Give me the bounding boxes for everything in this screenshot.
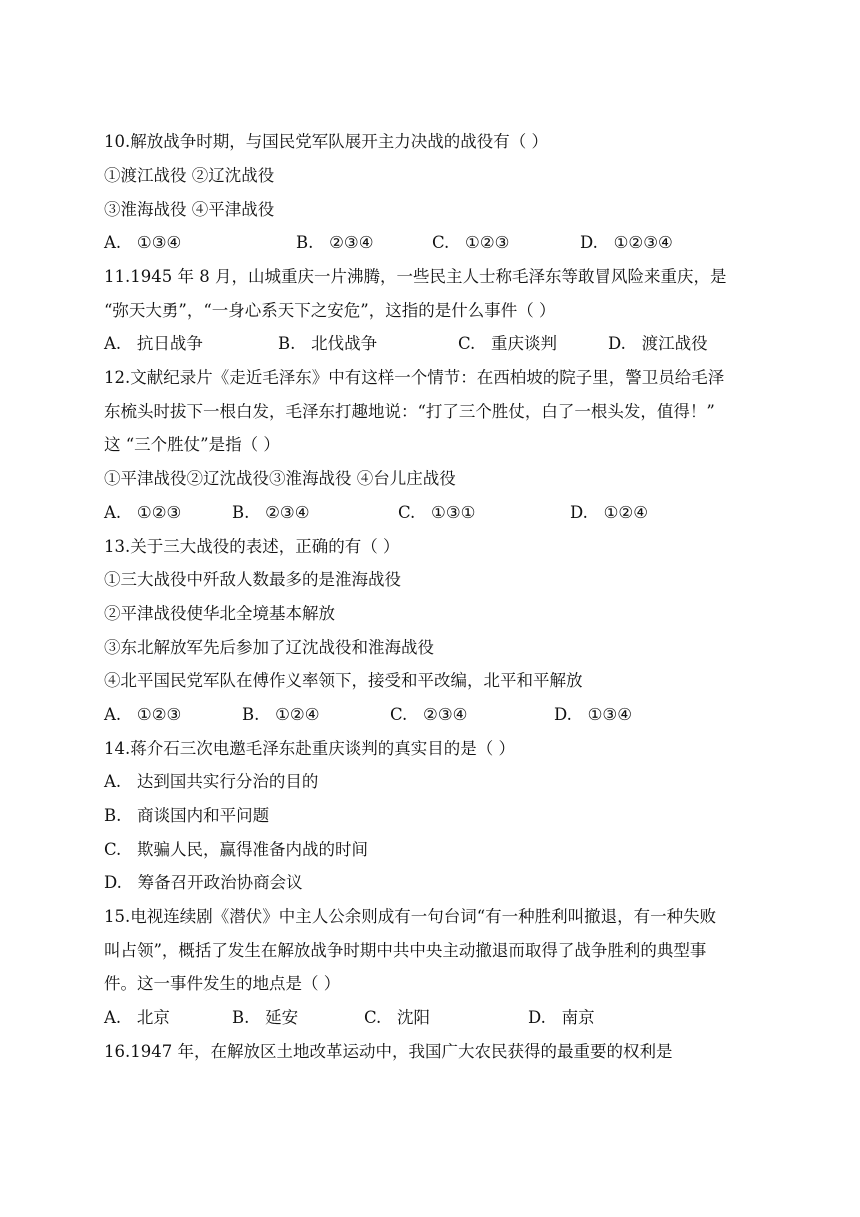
question-12-stem-line-3: 这 “三个胜仗”是指（ ）: [104, 435, 280, 454]
option-a-text: 达到国共实行分治的目的: [136, 772, 319, 791]
question-10-stem-line-1: 10.解放战争时期，与国民党军队展开主力决战的战役有（ ）: [104, 132, 548, 151]
option-b-letter: B.: [242, 705, 260, 724]
question-10-item-line-2: ③淮海战役 ④平津战役: [104, 200, 275, 219]
question-15-options: [104, 1003, 744, 1033]
option-d-letter: D.: [608, 334, 626, 353]
question-10-options: [104, 228, 744, 258]
option-b-text: 商谈国内和平问题: [137, 806, 270, 825]
option-d-letter: D.: [528, 1008, 546, 1027]
option-a-letter: A.: [104, 503, 122, 522]
option-a-text: ①②③: [136, 503, 182, 522]
question-13-item-line-4: ④北平国民党军队在傅作义率领下，接受和平改编，北平和平解放: [104, 671, 583, 690]
option-b-text: 延安: [265, 1008, 299, 1027]
option-c-letter: C.: [390, 705, 408, 724]
option-c-letter: C.: [104, 840, 122, 859]
question-14-stem-line-1: 14.蒋介石三次电邀毛泽东赴重庆谈判的真实目的是（ ）: [104, 739, 515, 758]
option-d-text: 筹备召开政治协商会议: [137, 873, 303, 892]
option-a-text: ①③④: [136, 233, 182, 252]
question-12-item-line-1: ①平津战役②辽沈战役③淮海战役 ④台儿庄战役: [104, 469, 456, 488]
option-a-letter: A.: [104, 705, 122, 724]
option-a-text: ①②③: [136, 705, 182, 724]
question-14-option-a: [104, 767, 318, 797]
option-d-letter: D.: [570, 503, 588, 522]
option-d-letter: D.: [104, 873, 122, 892]
option-b-letter: B.: [232, 503, 250, 522]
option-b-text: 北伐战争: [311, 334, 378, 353]
option-c-text: 欺骗人民，赢得准备内战的时间: [137, 840, 369, 859]
question-14-option-d: [104, 868, 303, 898]
question-15-stem-line-3: 件。这一事件发生的地点是（ ）: [104, 974, 341, 993]
option-d-text: ①②③④: [613, 233, 673, 252]
option-c-text: ①②③: [465, 233, 510, 252]
option-a-letter: A.: [104, 334, 122, 353]
option-b-letter: B.: [104, 806, 122, 825]
option-d-text: 渡江战役: [641, 334, 708, 353]
option-b-text: ②③④: [265, 503, 310, 522]
option-c-letter: C.: [398, 503, 416, 522]
option-b-text: ②③④: [329, 233, 374, 252]
option-d-text: ①③④: [587, 705, 633, 724]
option-d-text: 南京: [561, 1008, 595, 1027]
question-13-item-line-2: ②平津战役使华北全境基本解放: [104, 604, 335, 623]
option-c-letter: C.: [432, 233, 450, 252]
question-14-option-c: [104, 835, 368, 865]
option-c-text: 沈阳: [397, 1008, 431, 1027]
question-13-item-line-3: ③东北解放军先后参加了辽沈战役和淮海战役: [104, 638, 434, 657]
question-11-stem-line-2: “弥天大勇”，“一身心系天下之安危”，这指的是什么事件（ ）: [104, 301, 556, 320]
question-10-item-line-1: ①渡江战役 ②辽沈战役: [104, 166, 275, 185]
question-15-stem-line-2: 叫占领”，概括了发生在解放战争时期中共中央主动撤退而取得了战争胜利的典型事: [104, 941, 707, 960]
option-c-text: ②③④: [423, 705, 468, 724]
option-a-letter: A.: [104, 233, 122, 252]
option-d-text: ①②④: [603, 503, 649, 522]
option-b-letter: B.: [296, 233, 314, 252]
option-b-text: ①②④: [275, 705, 320, 724]
question-15-stem-line-1: 15.电视连续剧《潜伏》中主人公余则成有一句台词“有一种胜利叫撤退，有一种失败: [104, 907, 717, 926]
question-11-options: [104, 329, 744, 359]
question-14-option-b: [104, 801, 269, 831]
question-13-options: [104, 700, 744, 730]
question-12-stem-line-2: 东梳头时拔下一根白发，毛泽东打趣地说：“打了三个胜仗，白了一根头发，值得！”: [104, 402, 715, 421]
question-12-stem-line-1: 12.文献纪录片《走近毛泽东》中有这样一个情节：在西柏坡的院子里，警卫员给毛泽: [104, 368, 725, 387]
option-c-letter: C.: [458, 334, 476, 353]
question-13-stem-line-1: 13.关于三大战役的表述，正确的有（ ）: [104, 537, 400, 556]
option-b-letter: B.: [278, 334, 296, 353]
option-a-text: 北京: [136, 1008, 170, 1027]
option-c-text: 重庆谈判: [491, 334, 558, 353]
option-b-letter: B.: [232, 1008, 250, 1027]
question-16-stem-line-1: 16.1947 年，在解放区土地改革运动中，我国广大农民获得的最重要的权利是: [104, 1042, 673, 1061]
option-a-letter: A.: [104, 772, 122, 791]
question-13-item-line-1: ①三大战役中歼敌人数最多的是淮海战役: [104, 570, 401, 589]
option-a-text: 抗日战争: [136, 334, 203, 353]
question-11-stem-line-1: 11.1945 年 8 月，山城重庆一片沸腾，一些民主人士称毛泽东等敢冒风险来重庆，是: [104, 267, 727, 286]
option-c-letter: C.: [364, 1008, 382, 1027]
option-d-letter: D.: [580, 233, 598, 252]
question-12-options: [104, 498, 744, 528]
option-a-letter: A.: [104, 1008, 122, 1027]
option-d-letter: D.: [554, 705, 572, 724]
option-c-text: ①③①: [431, 503, 476, 522]
